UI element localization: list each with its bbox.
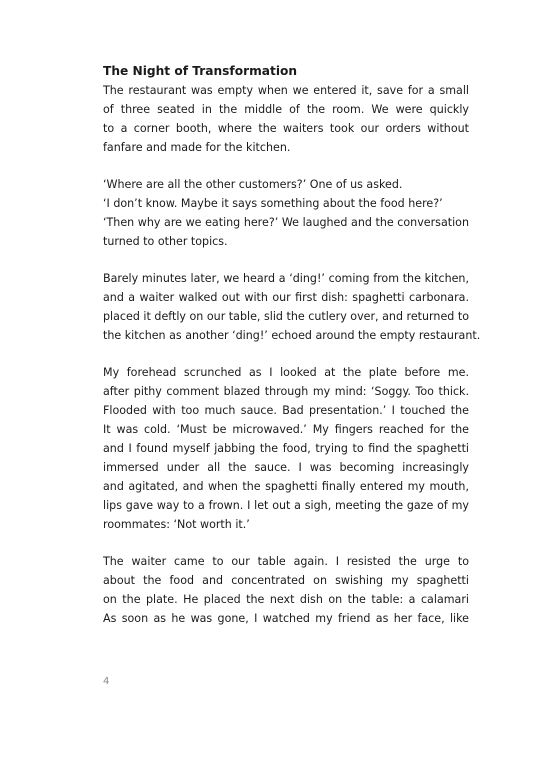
text-line: As soon as he was gone, I watched my friend as her face, like	[103, 612, 469, 625]
paragraph-spacer	[103, 345, 469, 363]
page-number: 4	[103, 676, 110, 687]
text-line: Flooded with too much sauce. Bad presentation.’ I touched the	[103, 404, 469, 417]
paragraph	[103, 363, 469, 534]
text-line: on the plate. He placed the next dish on the table: a calamari	[103, 593, 469, 606]
text-line: The restaurant was empty when we entered it, save for a small	[103, 84, 469, 97]
text-line: Barely minutes later, we heard a ‘ding!’ coming from the kitchen,	[103, 272, 469, 285]
text-line: and a waiter walked out with our first dish: spaghetti carbonara.	[103, 291, 469, 304]
text-line: after pithy comment blazed through my mind: ‘Soggy. Too thick.	[103, 385, 469, 398]
text-line: ‘Then why are we eating here?’ We laughed and the conversation	[103, 216, 469, 229]
paragraph	[103, 552, 469, 628]
text-line: placed it deftly on our table, slid the cutlery over, and returned to	[103, 310, 469, 323]
text-line: fanfare and made for the kitchen.	[103, 141, 291, 154]
text-line: and I found myself jabbing the food, trying to find the spaghetti	[103, 442, 469, 455]
text-line: of three seated in the middle of the room. We were quickly	[103, 103, 469, 116]
text-line: lips gave way to a frown. I let out a sigh, meeting the gaze of my	[103, 499, 469, 512]
text-line: turned to other topics.	[103, 235, 228, 248]
paragraph	[103, 81, 469, 157]
paragraph	[103, 269, 481, 345]
text-line: the kitchen as another ‘ding!’ echoed around the empty restaurant.	[103, 329, 481, 342]
text-line: immersed under all the sauce. I was becoming increasingly	[103, 461, 469, 474]
story-title: The Night of Transformation	[103, 64, 298, 78]
paragraph-spacer	[103, 534, 469, 552]
text-line: roommates: ‘Not worth it.’	[103, 518, 250, 531]
text-line: about the food and concentrated on swishing my spaghetti	[103, 574, 469, 587]
text-line: ‘Where are all the other customers?’ One of us asked.	[103, 178, 403, 191]
story-text	[103, 81, 481, 628]
text-line: It was cold. ‘Must be microwaved.’ My fingers reached for the	[103, 423, 469, 436]
paragraph-spacer	[103, 157, 469, 175]
text-line: to a corner booth, where the waiters took our orders without	[103, 122, 469, 135]
text-line: ‘I don’t know. Maybe it says something about the food here?’	[103, 197, 443, 210]
page-body	[103, 62, 481, 628]
text-line: The waiter came to our table again. I resisted the urge to	[103, 555, 469, 568]
text-line: and agitated, and when the spaghetti finally entered my mouth,	[103, 480, 469, 493]
paragraph	[103, 175, 469, 251]
text-line: My forehead scrunched as I looked at the plate before me.	[103, 366, 469, 379]
paragraph-spacer	[103, 251, 469, 269]
